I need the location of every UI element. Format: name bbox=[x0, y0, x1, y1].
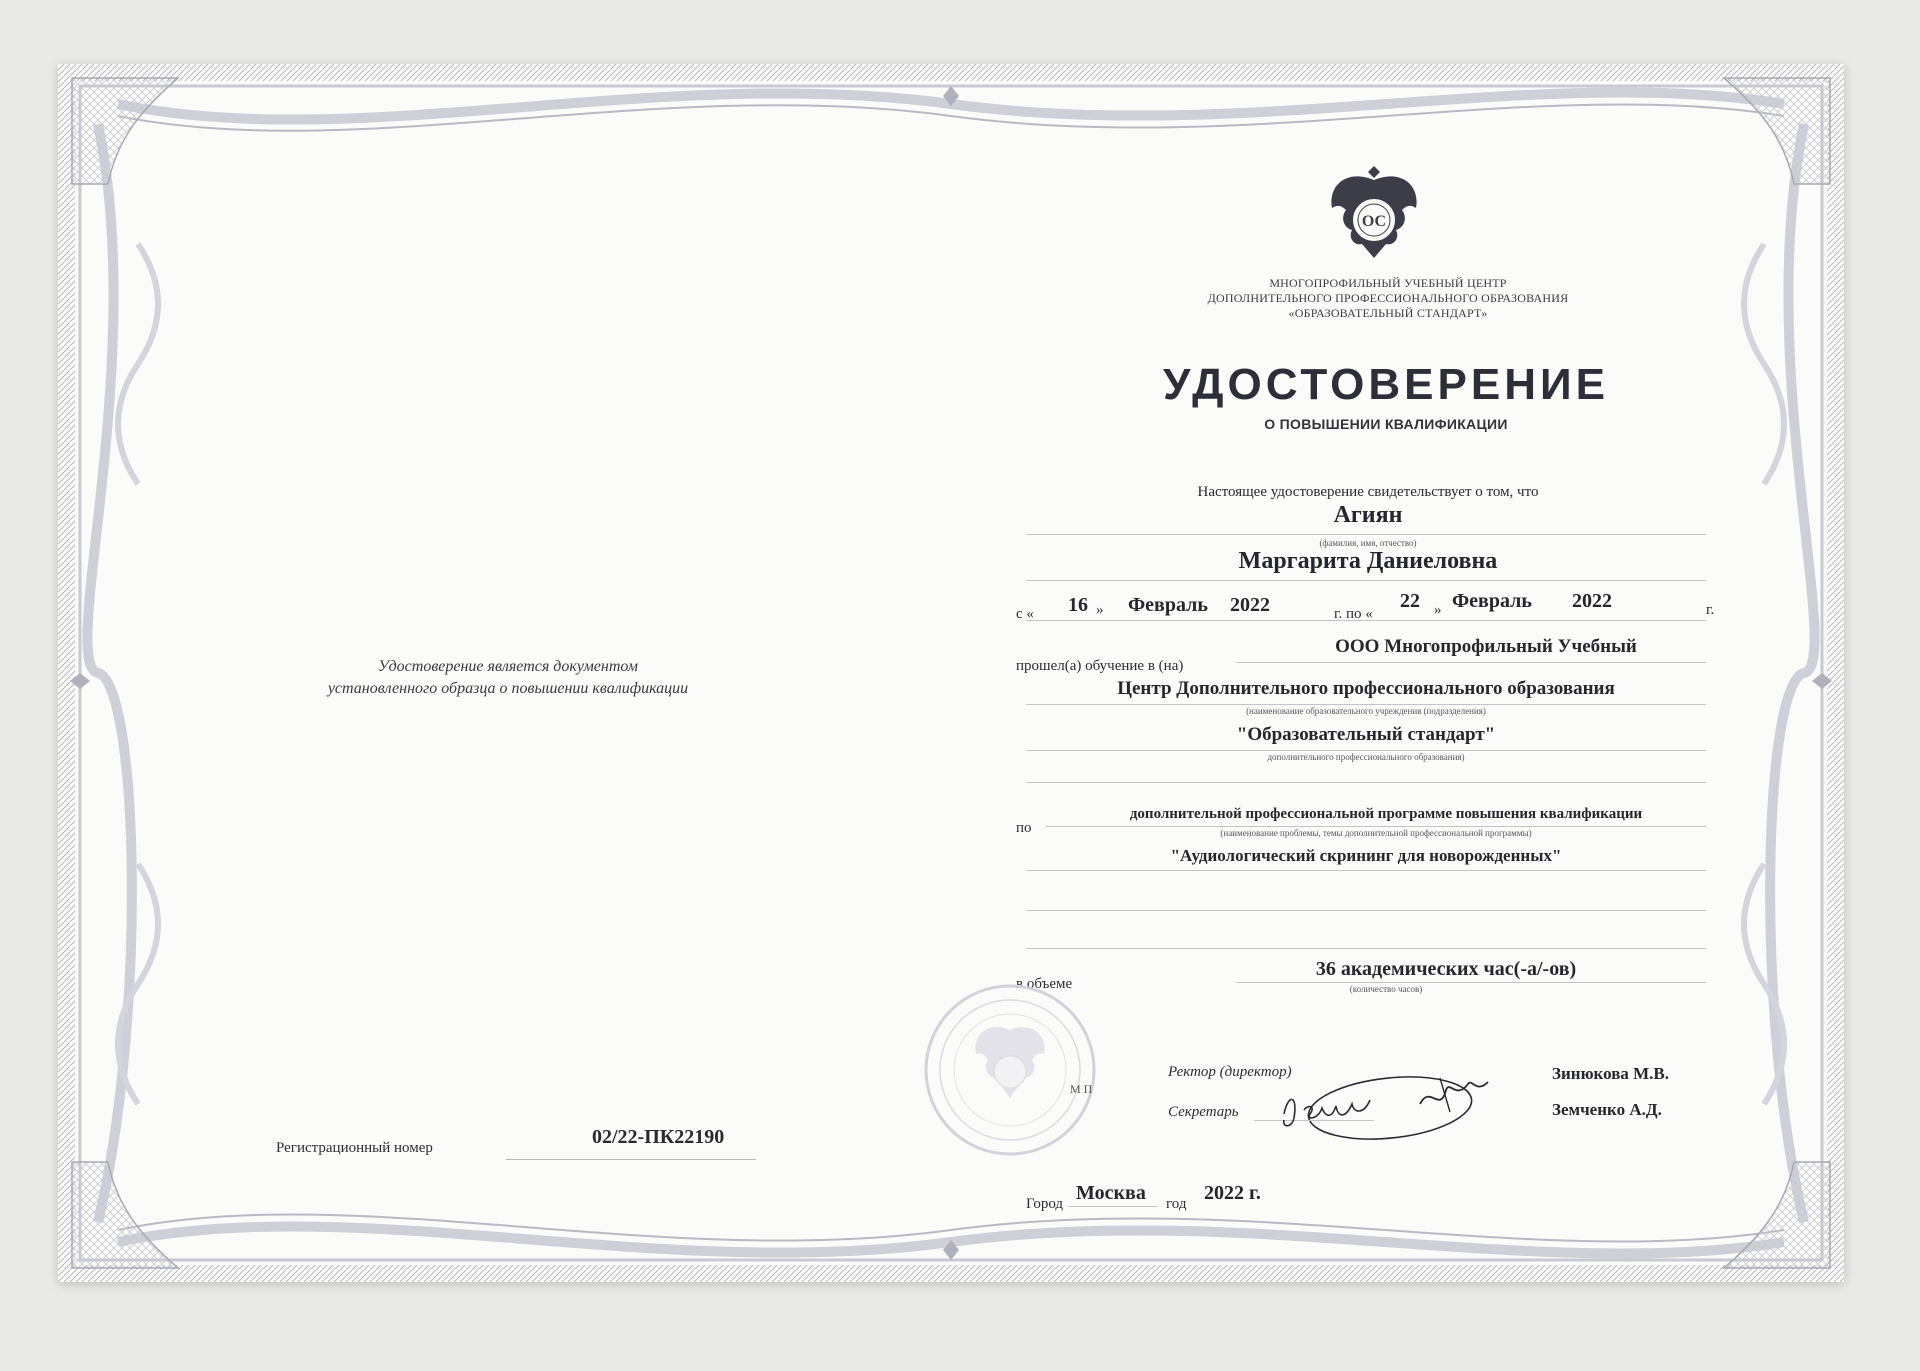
signature-icon bbox=[1274, 1084, 1394, 1134]
period-quote-close-1: » bbox=[1096, 602, 1104, 618]
name-caption: (фамилия, имя, отчество) bbox=[1319, 538, 1417, 548]
org-line-2: ДОПОЛНИТЕЛЬНОГО ПРОФЕССИОНАЛЬНОГО ОБРАЗОВАНИЯ bbox=[1207, 291, 1569, 305]
program-label: по bbox=[1016, 820, 1032, 836]
program-caption: (наименование проблемы, темы дополнительной профессиональной программы) bbox=[1220, 828, 1532, 838]
volume-label: в объеме bbox=[1016, 976, 1073, 992]
institution-rule-3 bbox=[1026, 750, 1706, 751]
program-line-2: "Аудиологический скрининг для новорожденных" bbox=[1170, 846, 1562, 865]
given-names-rule bbox=[1026, 580, 1706, 581]
registration-number-label: Регистрационный номер bbox=[276, 1140, 433, 1156]
program-rule-1 bbox=[1046, 826, 1706, 827]
secretary-signature bbox=[1274, 1084, 1394, 1139]
document-title: УДОСТОВЕРЕНИЕ bbox=[1163, 360, 1609, 409]
volume-caption: (количество часов) bbox=[1349, 984, 1423, 994]
intro-text: Настоящее удостоверение свидетельствует о том, что bbox=[1197, 484, 1539, 500]
institution-caption-2: дополнительного профессионального образования) bbox=[1267, 752, 1465, 762]
certificate-paper bbox=[58, 64, 1844, 1282]
certificate-statement bbox=[258, 656, 758, 700]
institution-rule-1 bbox=[1236, 662, 1706, 663]
rector-name: Зинюкова М.В. bbox=[1552, 1064, 1670, 1083]
blank-rule-3 bbox=[1026, 948, 1706, 949]
volume-rule bbox=[1236, 982, 1706, 983]
double-headed-eagle-emblem bbox=[1324, 158, 1424, 273]
org-line-1: МНОГОПРОФИЛЬНЫЙ УЧЕБНЫЙ ЦЕНТР bbox=[1269, 276, 1507, 290]
secretary-label: Секретарь bbox=[1168, 1104, 1239, 1120]
document-subtitle: О ПОВЫШЕНИИ КВАЛИФИКАЦИИ bbox=[1264, 416, 1508, 432]
year-value: 2022 г. bbox=[1204, 1182, 1261, 1204]
study-period bbox=[1016, 590, 1736, 622]
registration-number-rule bbox=[506, 1159, 756, 1160]
blank-rule-1 bbox=[1026, 782, 1706, 783]
period-prefix: с « bbox=[1016, 606, 1034, 622]
program-rule-2 bbox=[1026, 870, 1706, 871]
institution-label: прошел(а) обучение в (на) bbox=[1016, 658, 1184, 674]
eagle-icon bbox=[1324, 158, 1424, 268]
period-quote-close-2: » bbox=[1434, 602, 1442, 618]
official-seal bbox=[920, 980, 1100, 1165]
statement-line-1: Удостоверение является документом bbox=[378, 658, 638, 675]
surname-rule bbox=[1026, 534, 1706, 535]
city-label: Город bbox=[1026, 1196, 1064, 1212]
organization-name bbox=[1128, 276, 1648, 321]
person-given-names: Маргарита Даниеловна bbox=[1238, 548, 1498, 574]
blank-rule-2 bbox=[1026, 910, 1706, 911]
city-rule bbox=[1068, 1206, 1158, 1207]
city-value: Москва bbox=[1076, 1182, 1146, 1204]
program-line-1: дополнительной профессиональной программе повышения квалификации bbox=[1129, 806, 1643, 822]
rector-label: Ректор (директор) bbox=[1168, 1064, 1292, 1080]
institution-line-2: Центр Дополнительного профессионального образования bbox=[1117, 678, 1615, 699]
emblem-letters: ОС bbox=[1361, 213, 1387, 230]
period-start-day: 16 bbox=[1068, 594, 1088, 616]
period-end-month: Февраль bbox=[1452, 590, 1532, 612]
period-start-month: Февраль bbox=[1128, 594, 1208, 616]
secretary-name: Земченко А.Д. bbox=[1552, 1100, 1662, 1119]
period-end-day: 22 bbox=[1400, 590, 1420, 612]
period-mid: г. по « bbox=[1334, 606, 1373, 622]
statement-line-2: установленного образца о повышении квалификации bbox=[327, 680, 689, 697]
registration-number: 02/22-ПК22190 bbox=[592, 1126, 725, 1148]
person-surname: Агиян bbox=[1333, 502, 1403, 528]
seal-icon bbox=[920, 980, 1100, 1160]
org-line-3: «ОБРАЗОВАТЕЛЬНЫЙ СТАНДАРТ» bbox=[1288, 306, 1488, 320]
period-start-year: 2022 bbox=[1230, 594, 1270, 616]
institution-rule-2 bbox=[1026, 704, 1706, 705]
year-label: год bbox=[1166, 1196, 1187, 1212]
period-rule bbox=[1026, 620, 1706, 621]
institution-caption-1: (наименование образовательного учреждения (подразделения) bbox=[1246, 706, 1486, 716]
period-suffix: г. bbox=[1706, 602, 1715, 618]
period-end-year: 2022 bbox=[1572, 590, 1612, 612]
seal-label: М П bbox=[1070, 1082, 1093, 1096]
institution-line-3: "Образовательный стандарт" bbox=[1236, 724, 1496, 745]
volume-value: 36 академических час(-а/-ов) bbox=[1315, 958, 1577, 980]
institution-line-1: ООО Многопрофильный Учебный bbox=[1335, 636, 1637, 657]
